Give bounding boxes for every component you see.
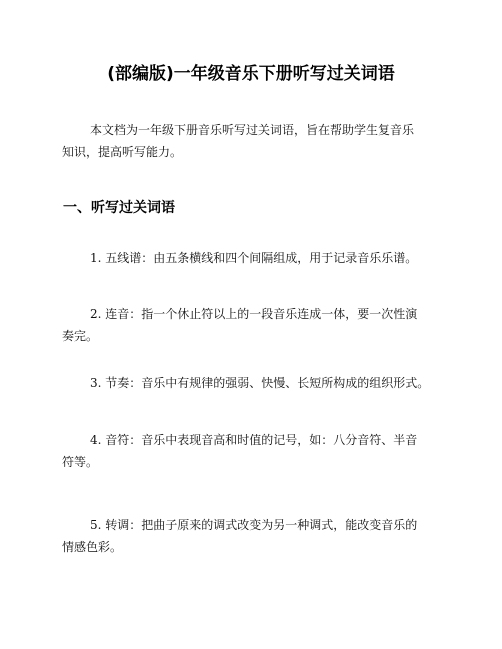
section-heading: 一、听写过关词语: [63, 200, 175, 216]
list-item-line-1: 2. 连音：指一个休止符以上的一段音乐连成一体，要一次性演: [90, 307, 418, 321]
list-item-line-2: 符等。: [62, 455, 99, 469]
intro-line-1: 本文档为一年级下册音乐听写过关词语，旨在帮助学生复音乐: [90, 123, 415, 137]
list-item-line-2: 情感色彩。: [62, 540, 123, 554]
list-item: [0, 429, 417, 473]
intro-paragraph: [0, 119, 414, 163]
list-item-line-1: 3. 节奏：音乐中有规律的强弱、快慢、长短所构成的组织形式。: [90, 376, 430, 390]
document-title: (部编版)一年级音乐下册听写过关词语: [107, 64, 395, 84]
list-item-line-1: 4. 音符：音乐中表现音高和时值的记号，如：八分音符、半音: [90, 433, 418, 447]
list-item: [0, 303, 417, 347]
list-item: [0, 372, 429, 394]
intro-line-2: 知识，提高听写能力。: [62, 145, 183, 159]
list-item-line-2: 奏完。: [62, 329, 99, 343]
list-item: [0, 247, 417, 269]
list-item-line-1: 1. 五线谱：由五条横线和四个间隔组成，用于记录音乐乐谱。: [90, 251, 418, 265]
list-item-line-1: 5. 转调：把曲子原来的调式改变为另一种调式，能改变音乐的: [90, 518, 418, 532]
list-item: [0, 514, 417, 558]
